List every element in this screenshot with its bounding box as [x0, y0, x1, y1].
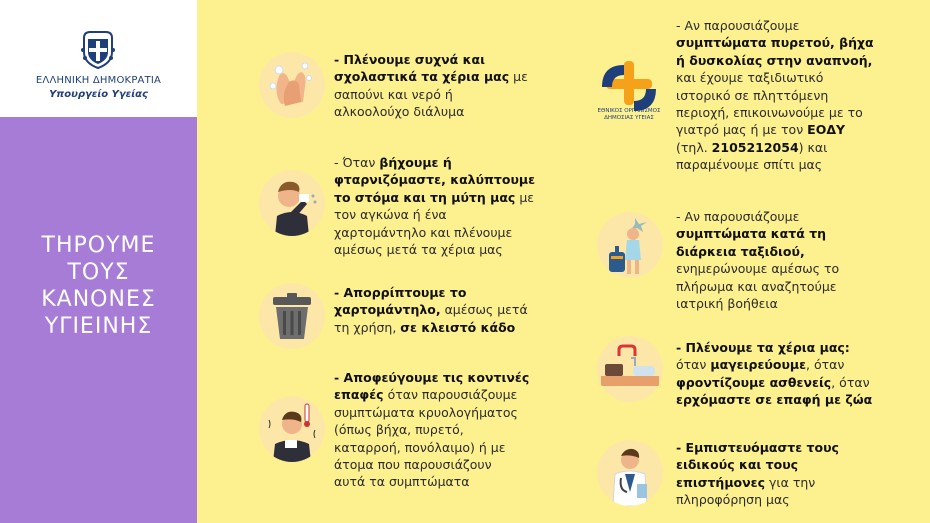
rule-text-normal: αμέσως μετά	[440, 302, 528, 318]
rule-text-hand-washing	[334, 51, 574, 121]
rule-text-normal: με	[515, 189, 535, 205]
rule-text-bold: χαρτομάντηλο,	[334, 302, 441, 318]
slogan-line: ΤΟΥΣ	[67, 260, 130, 285]
rule-text-bold: ή δυσκολίας στην αναπνοή,	[676, 52, 873, 68]
rule-line	[334, 404, 574, 421]
rule-line	[334, 224, 574, 241]
rule-line	[334, 154, 574, 171]
sneezing-man-icon	[259, 170, 325, 236]
rule-line	[334, 86, 574, 103]
rule-text-bold: επαφές	[334, 387, 384, 403]
rule-text-normal: ιατρική βοήθεια	[676, 296, 778, 312]
rule-text-normal: ιστορικό σε πληττόμενη	[676, 87, 829, 103]
rule-text-bold: φροντίζουμε ασθενείς	[676, 374, 832, 390]
sick-person-icon	[259, 396, 325, 462]
trash-bin-icon	[259, 283, 325, 349]
slogan	[0, 232, 197, 340]
rule-line	[676, 139, 916, 156]
rule-line	[676, 52, 916, 69]
rule-text-normal: , όταν	[831, 374, 870, 390]
rule-text-bold: ερχόμαστε σε επαφή με ζώα	[676, 392, 873, 408]
rule-text-normal: συμπτώματα κρυολογήματος	[334, 404, 518, 420]
eody-logo-caption	[584, 108, 674, 122]
rule-text-normal: αυτά τα συμπτώματα	[334, 474, 470, 490]
rule-text-bold: ΕΟΔΥ	[807, 122, 846, 138]
rule-text-bold: - Αποφεύγουμε τις κοντινές	[334, 370, 530, 385]
rule-text-bold: 2105212054	[711, 139, 799, 155]
rule-line	[334, 439, 574, 456]
rule-text-bold: σχολαστικά τα χέρια μας	[334, 69, 510, 85]
rule-line	[676, 278, 916, 295]
slogan-line: ΚΑΝΟΝΕΣ	[41, 287, 156, 312]
rule-line	[334, 241, 574, 258]
rule-text-normal: καταρροή, πονόλαιμο) ή με	[334, 439, 506, 455]
rule-line	[676, 439, 916, 456]
rule-text-bold: επιστήμονες	[676, 474, 765, 490]
rule-text-travel-symptoms	[676, 208, 916, 312]
kitchen-sink-icon	[597, 336, 663, 402]
rule-line	[334, 421, 574, 438]
rule-line	[334, 171, 574, 188]
rule-line	[676, 121, 916, 138]
rule-line	[676, 491, 916, 508]
rule-text-normal: αλκοολούχο διάλυμα	[334, 104, 465, 120]
rule-text-bold: συμπτώματα πυρετού, βήχα	[676, 35, 874, 51]
rule-text-bold: - Πλένουμε τα χέρια μας:	[676, 340, 850, 355]
rule-text-normal: παραμένουμε σπίτι μας	[676, 157, 823, 173]
rule-line	[676, 339, 916, 356]
rule-text-normal: - Όταν	[334, 155, 380, 170]
rule-text-normal: αμέσως μετά τα χέρια μας	[334, 242, 503, 258]
rule-line	[334, 369, 574, 386]
rule-text-normal: για την	[765, 474, 816, 490]
rule-line	[676, 104, 916, 121]
rule-line	[334, 284, 574, 301]
rule-line	[676, 69, 916, 86]
rule-text-normal: πλήρωμα και αναζητούμε	[676, 278, 837, 294]
rule-text-normal: ) και	[798, 139, 828, 155]
rule-line	[676, 374, 916, 391]
rule-line	[676, 225, 916, 242]
rule-text-normal: τη χρήση,	[334, 319, 401, 335]
rule-text-normal: πληροφόρηση μας	[676, 492, 790, 508]
greek-coat-of-arms-icon	[80, 30, 116, 70]
rule-line	[676, 356, 916, 373]
rule-line	[334, 386, 574, 403]
rule-text-bold: συμπτώματα κατά τη	[676, 226, 827, 242]
rule-text-normal: χαρτομάντηλο και πλένουμε	[334, 224, 513, 240]
slogan-line: ΥΓΙΕΙΝΗΣ	[44, 314, 153, 339]
rule-text-bold: μαγειρεύουμε	[710, 357, 807, 373]
rule-text-bold: σε κλειστό κάδο	[400, 319, 516, 335]
slogan-line: ΤΗΡΟΥΜΕ	[41, 233, 156, 258]
rule-text-normal: όταν παρουσιάζουμε	[383, 387, 518, 403]
rule-line	[676, 156, 916, 173]
rule-line	[334, 68, 574, 85]
rule-text-normal: άτομα που παρουσιάζουν	[334, 457, 492, 473]
rule-line	[676, 295, 916, 312]
rule-text-bold: - Εμπιστευόμαστε τους	[676, 440, 839, 455]
rule-text-contact-eody	[676, 17, 916, 174]
rule-text-wash-hands-when	[676, 339, 916, 409]
rule-line	[676, 17, 916, 34]
rule-text-normal: περιοχή, επικοινωνούμε με το	[676, 105, 863, 121]
rule-text-normal: - Αν παρουσιάζουμε	[676, 209, 800, 224]
rule-text-normal: και έχουμε ταξιδιωτικό	[676, 70, 824, 86]
rule-text-trust-experts	[676, 439, 916, 509]
rule-text-normal: όταν	[676, 357, 711, 373]
rule-line	[676, 391, 916, 408]
eody-caption-line: ΕΘΝΙΚΟΣ ΟΡΓΑΝΙΣΜΟΣ	[597, 108, 661, 114]
rule-line	[676, 34, 916, 51]
rule-text-bold: ειδικούς και τους	[676, 457, 799, 473]
rule-line	[676, 87, 916, 104]
country-name: ΕΛΛΗΝΙΚΗ ΔΗΜΟΚΡΑΤΙΑ	[35, 75, 162, 86]
traveler-icon	[597, 212, 663, 278]
rule-text-bold: διάρκεια ταξιδιού,	[676, 243, 805, 259]
rule-line	[334, 456, 574, 473]
rule-text-bold: το στόμα και τη μύτη μας	[334, 189, 516, 205]
rule-text-normal: - Αν παρουσιάζουμε	[676, 18, 800, 33]
rule-line	[334, 301, 574, 318]
rule-text-bold: φταρνιζόμαστε, καλύπτουμε	[334, 172, 536, 188]
rule-line	[676, 474, 916, 491]
rule-text-normal: , όταν	[806, 357, 845, 373]
rule-text-normal: σαπούνι και νερό ή	[334, 86, 453, 102]
rule-text-avoid-contact	[334, 369, 574, 491]
rule-text-dispose-tissue	[334, 284, 574, 336]
rule-line	[676, 260, 916, 277]
rule-line	[334, 189, 574, 206]
eody-caption-line: ΔΗΜΟΣΙΑΣ ΥΓΕΙΑΣ	[604, 115, 654, 121]
doctor-icon	[597, 440, 663, 506]
rule-text-normal: τον αγκώνα ή ένα	[334, 207, 447, 223]
hand-washing-icon	[259, 52, 325, 118]
rule-text-bold: βήχουμε ή	[379, 155, 452, 170]
rule-text-normal: ενημερώνουμε αμέσως το	[676, 261, 840, 277]
rule-text-normal: (όπως βήχα, πυρετό,	[334, 422, 464, 438]
rule-line	[676, 208, 916, 225]
rule-line	[334, 206, 574, 223]
rule-text-normal: γιατρό μας ή με τον	[676, 122, 808, 138]
rule-line	[334, 319, 574, 336]
rule-line	[334, 103, 574, 120]
rule-line	[334, 473, 574, 490]
rule-text-bold: - Πλένουμε συχνά και	[334, 52, 485, 67]
rule-text-bold: - Απορρίπτουμε το	[334, 285, 467, 300]
rule-line	[676, 456, 916, 473]
ministry-name: Υπουργείο Υγείας	[49, 89, 148, 100]
rule-line	[676, 243, 916, 260]
rule-text-cough-sneeze	[334, 154, 574, 258]
rule-line	[334, 51, 574, 68]
rule-text-normal: (τηλ.	[676, 139, 712, 155]
rule-text-normal: με	[509, 69, 528, 85]
